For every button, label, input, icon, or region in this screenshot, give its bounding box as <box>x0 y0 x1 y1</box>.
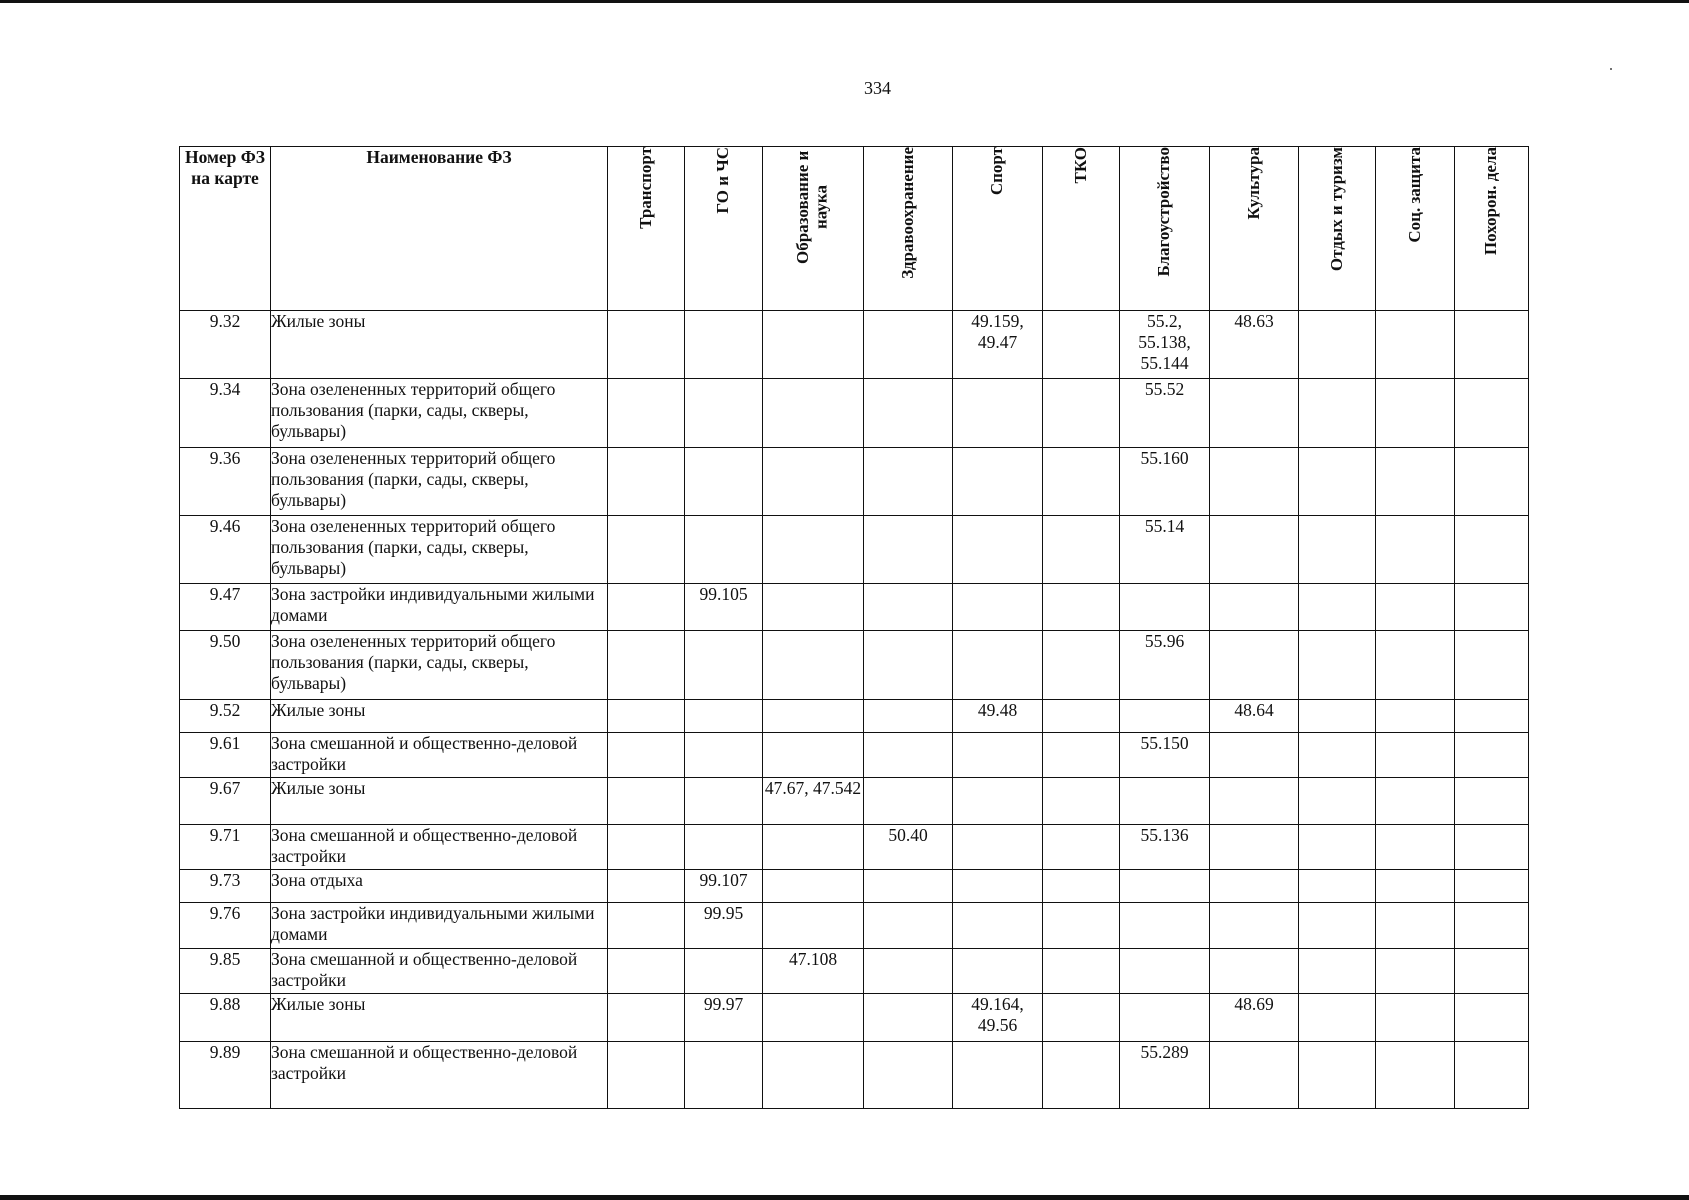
cell-transport <box>608 733 685 778</box>
header-culture <box>1210 147 1299 311</box>
cell-improvement: 55.150 <box>1120 733 1210 778</box>
cell-health <box>864 949 953 994</box>
cell-tko <box>1043 448 1120 516</box>
cell-health <box>864 379 953 448</box>
cell-recreation <box>1299 949 1376 994</box>
cell-tko <box>1043 584 1120 631</box>
cell-health <box>864 516 953 584</box>
header-health <box>864 147 953 311</box>
cell-social <box>1376 584 1455 631</box>
cell-culture: 48.64 <box>1210 700 1299 733</box>
header-recreation <box>1299 147 1376 311</box>
header-transport-label: Транспорт <box>635 147 655 229</box>
row-name-cell: Зона застройки индивидуальными жилыми домами <box>271 903 608 949</box>
cell-improvement: 55.96 <box>1120 631 1210 700</box>
cell-improvement <box>1120 949 1210 994</box>
cell-sport <box>953 778 1043 825</box>
cell-recreation <box>1299 778 1376 825</box>
cell-go-chs <box>685 949 763 994</box>
cell-recreation <box>1299 584 1376 631</box>
cell-go-chs <box>685 825 763 870</box>
cell-sport <box>953 379 1043 448</box>
cell-funeral <box>1455 516 1529 584</box>
cell-social <box>1376 700 1455 733</box>
row-name-cell: Жилые зоны <box>271 700 608 733</box>
row-name-cell: Зона смешанной и общественно-деловой застройки <box>271 1042 608 1109</box>
cell-funeral <box>1455 778 1529 825</box>
cell-social <box>1376 448 1455 516</box>
cell-sport <box>953 631 1043 700</box>
cell-improvement <box>1120 700 1210 733</box>
header-improvement <box>1120 147 1210 311</box>
cell-tko <box>1043 700 1120 733</box>
row-number-cell: 9.52 <box>180 700 271 733</box>
cell-go-chs <box>685 1042 763 1109</box>
cell-social <box>1376 994 1455 1042</box>
cell-funeral <box>1455 584 1529 631</box>
row-name-cell: Зона отдыха <box>271 870 608 903</box>
cell-tko <box>1043 311 1120 379</box>
header-improvement-label: Благоустройство <box>1154 147 1174 277</box>
cell-go-chs: 99.107 <box>685 870 763 903</box>
cell-social <box>1376 778 1455 825</box>
cell-sport: 49.164, 49.56 <box>953 994 1043 1042</box>
table-row <box>180 994 1529 1042</box>
header-go-chs-label: ГО и ЧС <box>713 147 733 214</box>
cell-sport <box>953 825 1043 870</box>
cell-go-chs: 99.105 <box>685 584 763 631</box>
table-row <box>180 311 1529 379</box>
table-row <box>180 379 1529 448</box>
cell-culture <box>1210 1042 1299 1109</box>
cell-social <box>1376 379 1455 448</box>
cell-go-chs <box>685 516 763 584</box>
cell-transport <box>608 516 685 584</box>
row-name-cell: Зона озелененных территорий общего пользования (парки, сады, скверы, бульвары) <box>271 379 608 448</box>
cell-improvement: 55.14 <box>1120 516 1210 584</box>
header-row <box>180 147 1529 311</box>
cell-go-chs: 99.97 <box>685 994 763 1042</box>
cell-recreation <box>1299 733 1376 778</box>
cell-recreation <box>1299 870 1376 903</box>
cell-health <box>864 903 953 949</box>
cell-transport <box>608 870 685 903</box>
cell-education <box>763 448 864 516</box>
cell-recreation <box>1299 379 1376 448</box>
cell-transport <box>608 631 685 700</box>
row-number-cell: 9.34 <box>180 379 271 448</box>
row-number-cell: 9.36 <box>180 448 271 516</box>
header-education-label: Образование и наука <box>793 150 831 264</box>
cell-culture <box>1210 870 1299 903</box>
row-name-cell: Жилые зоны <box>271 994 608 1042</box>
cell-health <box>864 994 953 1042</box>
cell-education: 47.108 <box>763 949 864 994</box>
header-number: Номер ФЗ на карте <box>180 147 271 311</box>
cell-recreation <box>1299 631 1376 700</box>
cell-culture: 48.69 <box>1210 994 1299 1042</box>
cell-social <box>1376 870 1455 903</box>
cell-funeral <box>1455 903 1529 949</box>
cell-go-chs <box>685 631 763 700</box>
table-row <box>180 825 1529 870</box>
cell-recreation <box>1299 516 1376 584</box>
page-number: 334 <box>864 78 891 98</box>
cell-health <box>864 584 953 631</box>
cell-sport <box>953 516 1043 584</box>
table-row <box>180 949 1529 994</box>
cell-transport <box>608 311 685 379</box>
cell-culture <box>1210 778 1299 825</box>
cell-culture <box>1210 733 1299 778</box>
cell-go-chs <box>685 311 763 379</box>
cell-sport <box>953 1042 1043 1109</box>
cell-culture <box>1210 903 1299 949</box>
table-body <box>180 311 1529 1109</box>
cell-sport: 49.48 <box>953 700 1043 733</box>
header-social-label: Соц. защита <box>1404 147 1424 243</box>
header-tko-label: ТКО <box>1070 147 1090 184</box>
scan-speck <box>1610 68 1612 70</box>
row-name-cell: Зона застройки индивидуальными жилыми домами <box>271 584 608 631</box>
cell-transport <box>608 700 685 733</box>
cell-sport <box>953 870 1043 903</box>
cell-health <box>864 631 953 700</box>
cell-health <box>864 700 953 733</box>
cell-education <box>763 733 864 778</box>
cell-transport <box>608 448 685 516</box>
table-row <box>180 700 1529 733</box>
cell-culture <box>1210 631 1299 700</box>
cell-education <box>763 631 864 700</box>
header-sport <box>953 147 1043 311</box>
table-row <box>180 631 1529 700</box>
cell-education <box>763 584 864 631</box>
cell-transport <box>608 994 685 1042</box>
cell-go-chs <box>685 379 763 448</box>
cell-funeral <box>1455 379 1529 448</box>
cell-improvement: 55.52 <box>1120 379 1210 448</box>
cell-transport <box>608 1042 685 1109</box>
cell-tko <box>1043 516 1120 584</box>
cell-social <box>1376 631 1455 700</box>
cell-funeral <box>1455 825 1529 870</box>
header-recreation-label: Отдых и туризм <box>1326 147 1346 272</box>
cell-tko <box>1043 379 1120 448</box>
row-name-cell: Зона смешанной и общественно-деловой застройки <box>271 949 608 994</box>
table-row <box>180 733 1529 778</box>
header-tko <box>1043 147 1120 311</box>
cell-sport <box>953 949 1043 994</box>
cell-social <box>1376 825 1455 870</box>
cell-social <box>1376 516 1455 584</box>
row-name-cell: Жилые зоны <box>271 778 608 825</box>
row-number-cell: 9.73 <box>180 870 271 903</box>
cell-recreation <box>1299 1042 1376 1109</box>
cell-health <box>864 778 953 825</box>
cell-transport <box>608 584 685 631</box>
cell-education: 47.67, 47.542 <box>763 778 864 825</box>
cell-health <box>864 311 953 379</box>
row-number-cell: 9.50 <box>180 631 271 700</box>
cell-recreation <box>1299 700 1376 733</box>
header-sport-label: Спорт <box>987 147 1007 196</box>
cell-funeral <box>1455 870 1529 903</box>
header-funeral <box>1455 147 1529 311</box>
cell-funeral <box>1455 994 1529 1042</box>
cell-improvement: 55.289 <box>1120 1042 1210 1109</box>
cell-improvement <box>1120 870 1210 903</box>
cell-funeral <box>1455 448 1529 516</box>
cell-go-chs <box>685 448 763 516</box>
cell-tko <box>1043 903 1120 949</box>
row-number-cell: 9.76 <box>180 903 271 949</box>
cell-culture <box>1210 379 1299 448</box>
table-row <box>180 1042 1529 1109</box>
cell-transport <box>608 949 685 994</box>
cell-health <box>864 1042 953 1109</box>
row-number-cell: 9.61 <box>180 733 271 778</box>
row-name-cell: Зона озелененных территорий общего пользования (парки, сады, скверы, бульвары) <box>271 516 608 584</box>
cell-social <box>1376 733 1455 778</box>
row-name-cell: Зона смешанной и общественно-деловой застройки <box>271 733 608 778</box>
cell-transport <box>608 778 685 825</box>
cell-social <box>1376 1042 1455 1109</box>
cell-improvement <box>1120 994 1210 1042</box>
row-name-cell: Зона озелененных территорий общего пользования (парки, сады, скверы, бульвары) <box>271 448 608 516</box>
cell-sport <box>953 733 1043 778</box>
cell-social <box>1376 311 1455 379</box>
cell-tko <box>1043 825 1120 870</box>
header-education <box>763 147 864 311</box>
cell-tko <box>1043 778 1120 825</box>
header-name: Наименование ФЗ <box>271 147 608 311</box>
table-row <box>180 778 1529 825</box>
cell-health: 50.40 <box>864 825 953 870</box>
cell-education <box>763 903 864 949</box>
cell-education <box>763 825 864 870</box>
header-social <box>1376 147 1455 311</box>
cell-tko <box>1043 994 1120 1042</box>
cell-improvement: 55.2, 55.138, 55.144 <box>1120 311 1210 379</box>
cell-tko <box>1043 870 1120 903</box>
cell-education <box>763 311 864 379</box>
cell-funeral <box>1455 700 1529 733</box>
row-number-cell: 9.71 <box>180 825 271 870</box>
cell-go-chs <box>685 700 763 733</box>
cell-funeral <box>1455 631 1529 700</box>
row-number-cell: 9.46 <box>180 516 271 584</box>
table-row <box>180 870 1529 903</box>
row-number-cell: 9.89 <box>180 1042 271 1109</box>
cell-tko <box>1043 733 1120 778</box>
row-name-cell: Жилые зоны <box>271 311 608 379</box>
table-row <box>180 903 1529 949</box>
cell-go-chs: 99.95 <box>685 903 763 949</box>
cell-culture: 48.63 <box>1210 311 1299 379</box>
header-funeral-label: Похорон. дела <box>1481 147 1501 256</box>
cell-improvement <box>1120 778 1210 825</box>
cell-culture <box>1210 584 1299 631</box>
facilities-table <box>179 146 1529 1109</box>
cell-health <box>864 733 953 778</box>
cell-education <box>763 1042 864 1109</box>
header-culture-label: Культура <box>1243 147 1263 220</box>
cell-tko <box>1043 1042 1120 1109</box>
cell-sport <box>953 584 1043 631</box>
row-number-cell: 9.67 <box>180 778 271 825</box>
row-number-cell: 9.47 <box>180 584 271 631</box>
cell-sport <box>953 903 1043 949</box>
table-row <box>180 516 1529 584</box>
cell-tko <box>1043 949 1120 994</box>
row-number-cell: 9.88 <box>180 994 271 1042</box>
cell-culture <box>1210 516 1299 584</box>
table-row <box>180 448 1529 516</box>
cell-transport <box>608 379 685 448</box>
cell-sport: 49.159, 49.47 <box>953 311 1043 379</box>
header-health-label: Здравоохранение <box>897 147 917 279</box>
cell-funeral <box>1455 733 1529 778</box>
cell-health <box>864 870 953 903</box>
header-transport <box>608 147 685 311</box>
cell-transport <box>608 825 685 870</box>
cell-funeral <box>1455 1042 1529 1109</box>
cell-funeral <box>1455 949 1529 994</box>
cell-social <box>1376 903 1455 949</box>
cell-education <box>763 516 864 584</box>
cell-education <box>763 379 864 448</box>
cell-funeral <box>1455 311 1529 379</box>
cell-education <box>763 700 864 733</box>
scan-border-top <box>0 0 1689 3</box>
cell-improvement: 55.136 <box>1120 825 1210 870</box>
row-number-cell: 9.85 <box>180 949 271 994</box>
cell-recreation <box>1299 994 1376 1042</box>
cell-go-chs <box>685 778 763 825</box>
cell-recreation <box>1299 825 1376 870</box>
cell-culture <box>1210 949 1299 994</box>
cell-health <box>864 448 953 516</box>
cell-recreation <box>1299 311 1376 379</box>
row-number-cell: 9.32 <box>180 311 271 379</box>
cell-improvement <box>1120 584 1210 631</box>
cell-culture <box>1210 825 1299 870</box>
cell-sport <box>953 448 1043 516</box>
cell-education <box>763 870 864 903</box>
header-go-chs <box>685 147 763 311</box>
table-row <box>180 584 1529 631</box>
row-name-cell: Зона озелененных территорий общего пользования (парки, сады, скверы, бульвары) <box>271 631 608 700</box>
cell-transport <box>608 903 685 949</box>
cell-recreation <box>1299 448 1376 516</box>
row-name-cell: Зона смешанной и общественно-деловой застройки <box>271 825 608 870</box>
cell-tko <box>1043 631 1120 700</box>
cell-recreation <box>1299 903 1376 949</box>
cell-go-chs <box>685 733 763 778</box>
cell-social <box>1376 949 1455 994</box>
cell-culture <box>1210 448 1299 516</box>
cell-improvement: 55.160 <box>1120 448 1210 516</box>
cell-improvement <box>1120 903 1210 949</box>
scan-border-bottom <box>0 1195 1689 1200</box>
cell-education <box>763 994 864 1042</box>
